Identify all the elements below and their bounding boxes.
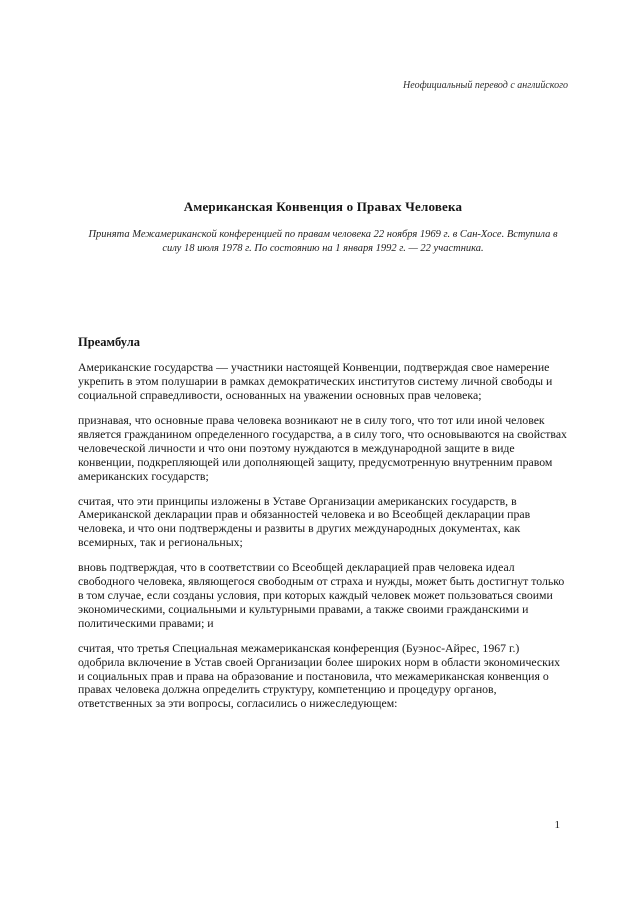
preamble-paragraph-4: вновь подтверждая, что в соответствии со Всеобщей декларацией прав человека идеал свободного человека, являющегося свободным от страха и нужды, может быть достигнут только в том случае, если созданы условия, при которых каждый человек может пользоваться своими экономическими, социальными и культурными правами, а также своими гражданскими и политическими правами; и [78, 560, 565, 630]
translation-note: Неофициальный перевод с английского [403, 80, 568, 91]
preamble-paragraph-5: считая, что третья Специальная межамериканская конференция (Буэнос-Айрес, 1967 г.) одобрила включение в Устав своей Организации более широких норм в области экономических и социальных прав и права на образование и постановила, что межамериканская конвенция о правах человека должна определить структуру, компетенцию и процедуру органов, ответственных за эти вопросы, согласились о нижеследующем: [78, 640, 561, 711]
adoption-subtitle: Принята Межамериканской конференцией по правам человека 22 ноября 1969 г. в Сан-Хосе. Вступила в силу 18 июля 1978 г. По состоянию на 1 января 1992 г. — 22 участника. [88, 229, 558, 254]
preamble-paragraph-1: Американские государства — участники настоящей Конвенции, подтверждая свое намерение укрепить в этом полушарии в рамках демократических институтов систему личной свободы и социальной справедливости, основанных на уважении основных прав человека; [78, 360, 553, 403]
preamble-paragraph-3: считая, что эти принципы изложены в Уставе Организации американских государств, в Американской декларации прав и обязанностей человека и во Всеобщей декларации прав человека, и что они подтверждены и развиты в других международных документах, как всемирных, так и региональных; [78, 493, 531, 550]
preamble-paragraph-2: признавая, что основные права человека возникают не в силу того, что тот или иной человек является гражданином определенного государства, а в силу того, что основываются на свойствах человеческой личности и что они поэтому нуждаются в международной защите в виде конвенции, подкрепляющей или дополняющей защиту, предусмотренную внутренним правом американских государств; [78, 413, 567, 483]
document-content [78, 0, 568, 711]
preamble-heading: Преамбула [78, 335, 140, 350]
document-title: Американская Конвенция о Правах Человека [183, 199, 463, 214]
page-number: 1 [554, 819, 560, 831]
